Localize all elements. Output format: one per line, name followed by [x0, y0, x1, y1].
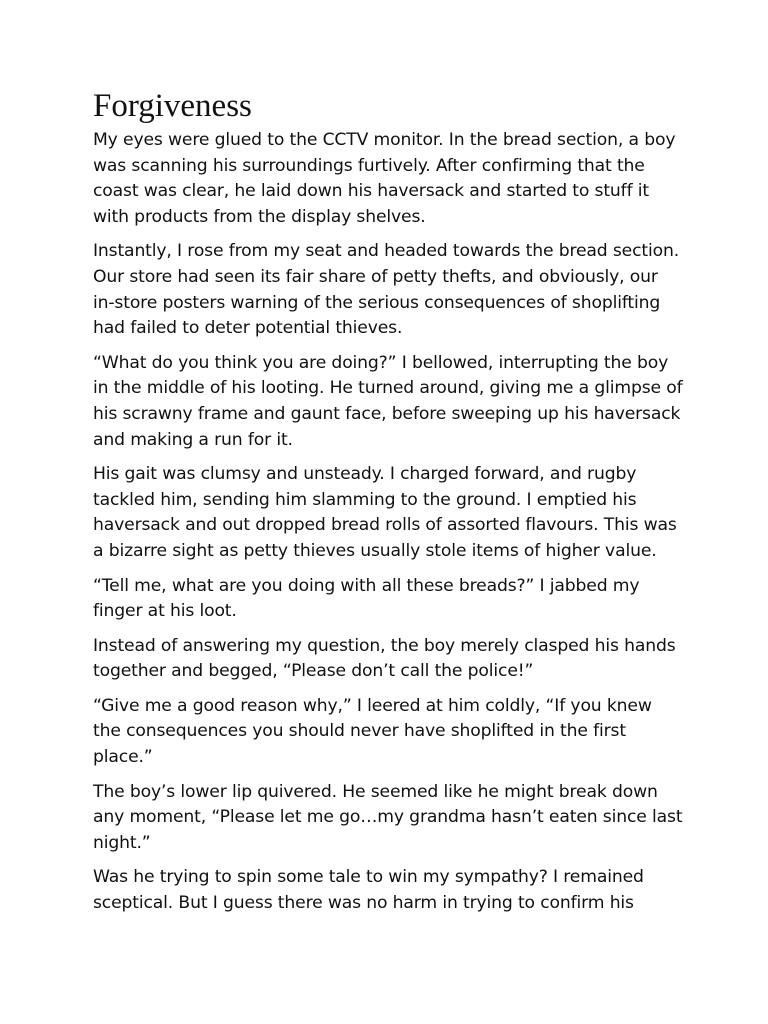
document-title: Forgiveness	[93, 88, 252, 124]
paragraph: The boy’s lower lip quivered. He seemed like he might break down any moment, “Please let me go…my grandma hasn’t eaten since last night.”	[93, 781, 683, 853]
paragraph: My eyes were glued to the CCTV monitor. In the bread section, a boy was scanning his surroundings furtively. After confirming that the coast was clear, he laid down his haversack and started to stuff it with products from the display shelves.	[93, 130, 676, 227]
paragraph: Instead of answering my question, the boy merely clasped his hands together and begged, “Please don’t call the police!”	[93, 635, 676, 682]
paragraph: Instantly, I rose from my seat and headed towards the bread section. Our store had seen its fair share of petty thefts, and obviously, our in-store posters warning of the serious consequences of shoplifting had failed to deter potential thieves.	[93, 241, 680, 339]
paragraph: His gait was clumsy and unsteady. I charged forward, and rugby tackled him, sending him slamming to the ground. I emptied his haversack and out dropped bread rolls of assorted flavours. This was a bizarre sight as petty thieves usually stole items of higher value.	[93, 464, 677, 561]
paragraph: “Give me a good reason why,” I leered at him coldly, “If you knew the consequences you should never have shoplifted in the first place.”	[93, 695, 652, 768]
paragraph: “Tell me, what are you doing with all these breads?” I jabbed my finger at his loot.	[93, 575, 640, 622]
document-body	[93, 86, 683, 926]
paragraph: Was he trying to spin some tale to win my sympathy? I remained sceptical. But I guess there was no harm in trying to confirm his	[93, 867, 644, 914]
paragraph: “What do you think you are doing?” I bellowed, interrupting the boy in the middle of his looting. He turned around, giving me a glimpse of his scrawny frame and gaunt face, before sweeping up his haversack and making a run for it.	[93, 352, 683, 450]
